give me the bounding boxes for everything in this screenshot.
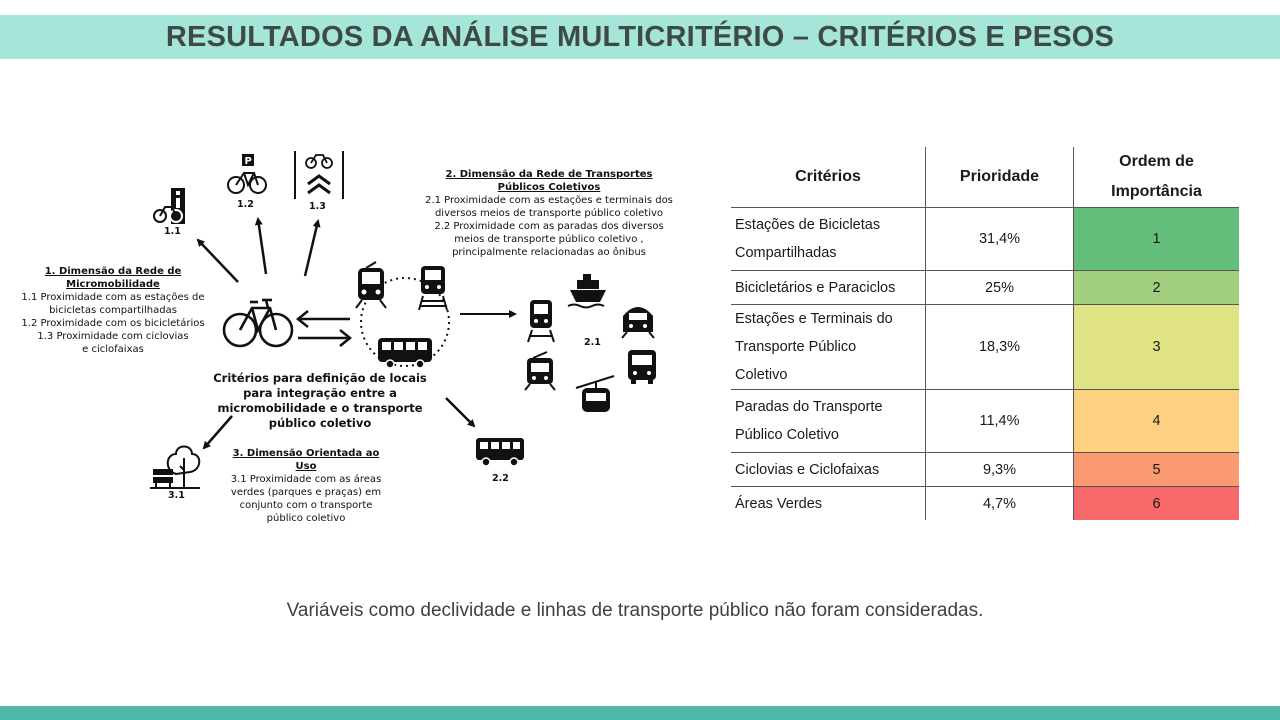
dimension-3-heading: 3. Dimensão Orientada ao Uso bbox=[232, 448, 380, 472]
dimension-3-item: 3.1 Proximidade com as áreas verdes (parques e praças) em conjunto com o transporte público coletivo bbox=[230, 474, 382, 524]
criterio-line: Ciclovias e Ciclofaixas bbox=[735, 461, 880, 478]
cell-ordem: 5 bbox=[1074, 453, 1240, 487]
cell-ordem: 3 bbox=[1074, 305, 1240, 390]
criteria-diagram bbox=[0, 0, 720, 600]
cell-prioridade: 9,3% bbox=[926, 453, 1074, 487]
header-prioridade: Prioridade bbox=[926, 147, 1074, 208]
dimension-1-item: 1.1 Proximidade com as estações de bicicletas compartilhadas bbox=[21, 292, 205, 316]
criterio-line: Compartilhadas bbox=[735, 245, 837, 261]
table-row bbox=[731, 208, 1239, 271]
dimension-1-item: 1.3 Proximidade com ciclovias e ciclofaixas bbox=[37, 331, 189, 355]
header-ordem-line2: Importância bbox=[1111, 183, 1202, 200]
footnote: Variáveis como declividade e linhas de transporte público não foram consideradas. bbox=[286, 600, 984, 621]
bottom-bar bbox=[0, 706, 1280, 720]
train-icon bbox=[419, 266, 447, 310]
cell-criterio bbox=[731, 487, 926, 521]
cell-prioridade: 31,4% bbox=[926, 208, 1074, 271]
criterio-line: Transporte Público bbox=[735, 339, 857, 355]
dimension-2-item: 2.1 Proximidade com as estações e terminais dos diversos meios de transporte público coletivo bbox=[425, 195, 673, 219]
dimension-2-heading: 2. Dimensão da Rede de Transportes Públicos Coletivos bbox=[445, 169, 653, 193]
arrow-to-1-3 bbox=[305, 221, 318, 276]
criterio-line: Estações e Terminais do bbox=[735, 311, 893, 327]
dimension-2-text bbox=[420, 168, 678, 259]
table-header-row bbox=[731, 147, 1239, 208]
table-body bbox=[731, 208, 1239, 521]
metro-icon bbox=[622, 307, 654, 338]
table-row bbox=[731, 271, 1239, 305]
cell-prioridade: 18,3% bbox=[926, 305, 1074, 390]
dimension-3-text bbox=[228, 447, 384, 525]
cell-ordem: 6 bbox=[1074, 487, 1240, 521]
ship-icon bbox=[568, 274, 606, 308]
criterio-line: Paradas do Transporte bbox=[735, 399, 883, 415]
bike-share-icon bbox=[154, 188, 185, 224]
cell-ordem: 2 bbox=[1074, 271, 1240, 305]
dimension-1-item: 1.2 Proximidade com os bicicletários bbox=[21, 318, 205, 329]
dimension-2-item: 2.2 Proximidade com as paradas dos diversos meios de transporte público coletivo , principalmente relacionadas ao ônibus bbox=[434, 221, 664, 258]
cell-criterio bbox=[731, 305, 926, 390]
table-row bbox=[731, 453, 1239, 487]
table-row bbox=[731, 390, 1239, 453]
table-row bbox=[731, 487, 1239, 521]
bus-icon bbox=[476, 438, 524, 466]
cell-prioridade: 4,7% bbox=[926, 487, 1074, 521]
page-title: RESULTADOS DA ANÁLISE MULTICRITÉRIO – CRITÉRIOS E PESOS bbox=[165, 21, 1115, 53]
tram-icon bbox=[525, 352, 555, 390]
criterio-line: Público Coletivo bbox=[735, 427, 839, 443]
header-ordem bbox=[1074, 147, 1240, 208]
bus-icon bbox=[628, 350, 656, 384]
cell-ordem: 1 bbox=[1074, 208, 1240, 271]
park-bench-icon bbox=[150, 447, 200, 489]
arrow-to-1-2 bbox=[258, 219, 266, 274]
exchange-arrows-icon bbox=[298, 311, 350, 346]
diagram-center-text: Critérios para definição de locais para integração entre a micromobilidade e o transporte público coletivo bbox=[213, 371, 427, 430]
table-row bbox=[731, 305, 1239, 390]
criterio-line: Coletivo bbox=[735, 367, 788, 383]
cell-criterio bbox=[731, 208, 926, 271]
label-2-2: 2.2 bbox=[492, 473, 509, 484]
criterio-line: Áreas Verdes bbox=[735, 495, 823, 512]
dimension-1-text bbox=[20, 265, 206, 356]
label-3-1: 3.1 bbox=[168, 490, 185, 501]
label-1-3: 1.3 bbox=[309, 201, 326, 212]
criteria-table bbox=[731, 147, 1239, 520]
cell-criterio bbox=[731, 271, 926, 305]
cell-criterio bbox=[731, 390, 926, 453]
metro-icon bbox=[356, 262, 386, 308]
bicycle-icon bbox=[224, 300, 292, 346]
svg-text:P: P bbox=[244, 156, 252, 167]
cell-prioridade: 25% bbox=[926, 271, 1074, 305]
criterio-line: Estações de Bicicletas bbox=[735, 217, 881, 233]
criterio-line: Bicicletários e Paraciclos bbox=[735, 279, 896, 296]
arrow-to-2-2 bbox=[446, 398, 474, 426]
header-criterios: Critérios bbox=[731, 147, 926, 208]
cell-prioridade: 11,4% bbox=[926, 390, 1074, 453]
label-1-2: 1.2 bbox=[237, 199, 254, 210]
header-ordem-line1: Ordem de bbox=[1119, 153, 1194, 170]
train-icon bbox=[528, 300, 554, 342]
cell-ordem: 4 bbox=[1074, 390, 1240, 453]
bike-lane-icon bbox=[295, 151, 343, 199]
bike-parking-icon bbox=[228, 154, 266, 193]
cell-criterio bbox=[731, 453, 926, 487]
bus-icon bbox=[378, 338, 432, 368]
dimension-1-heading: 1. Dimensão da Rede de Micromobilidade bbox=[44, 266, 182, 290]
cable-car-icon bbox=[576, 376, 614, 412]
label-2-1: 2.1 bbox=[584, 337, 601, 348]
label-1-1: 1.1 bbox=[164, 226, 181, 237]
